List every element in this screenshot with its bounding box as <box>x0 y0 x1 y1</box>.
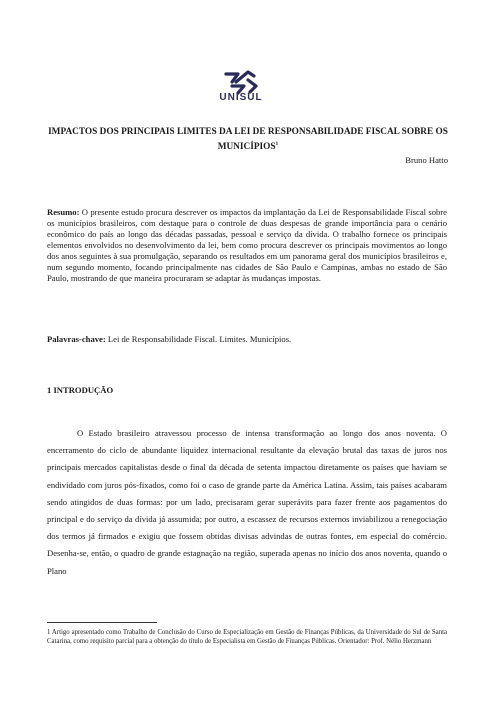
section-heading: 1 INTRODUÇÃO <box>47 385 114 395</box>
logo-wordmark: UNISUL <box>219 92 263 103</box>
author-name: Bruno Hatto <box>405 155 448 165</box>
footnote-divider <box>47 622 157 623</box>
abstract <box>47 207 447 284</box>
body-paragraph <box>47 425 447 580</box>
keywords-text: Lei de Responsabilidade Fiscal. Limites. Municípios. <box>107 334 292 344</box>
title-footnote-mark: 1 <box>275 141 279 147</box>
paper-title <box>40 126 456 153</box>
abstract-text: O presente estudo procura descrever os impactos da implantação da Lei de Responsabilidade Fiscal sobre os municípios brasileiros, com destaque para o controle de duas despesas de grande importância para o cenário econômico do país ao longo das décadas passadas, pessoal e serviço da dívida. O trabalho fornece os principais elementos envolvidos no desenvolvimento da lei, bem como procura descrever os principais movimentos ao longo dos anos seguintes à sua promulgação, separando os resultados em um panorama geral dos municípios brasileiros e, num segundo momento, focando principalmente nas cidades de São Paulo e Campinas, ambas no estado de São Paulo, mostrando de que maneira procuraram se adaptar às mudanças impostas. <box>47 207 447 283</box>
footnote: 1 Artigo apresentado como Trabalho de Conclusão do Curso de Especialização em Gestão de Finanças Públicas, da Universidade do Sul de Santa Catarina, como requisito parcial para a obtenção do título de Especialista em Gestão de Finanças Públicas. Orientador: Prof. Nélio Herzmann <box>47 629 447 645</box>
abstract-label: Resumo: <box>47 207 80 217</box>
keywords-label: Palavras-chave: <box>47 334 106 344</box>
keywords <box>47 334 447 344</box>
body-paragraph-text: O Estado brasileiro atravessou processo de intensa transformação ao longo dos anos noventa. O encerramento do ciclo de abundante liquidez internacional resultante da elevação brutal das taxas de juros nos principais mercados capitalistas desde o final da década de setenta impactou diretamente os países que haviam se endividado com juros pós-fixados, como foi o caso de grande parte da América Latina. Assim, tais países acabaram sendo atingidos de duas formas: por um lado, precisaram gerar superávits para fazer frente aos pagamentos do principal e do serviço da dívida já assumida; por outro, a escassez de recursos externos inviabilizou a renegociação dos termos já firmados e exigiu que fossem obtidas divisas advindas de outras fontes, em especial do comércio. Desenha-se, então, o quadro de grande estagnação na região, superada apenas no início dos anos noventa, quando o Plano <box>47 428 447 576</box>
university-logo <box>212 66 270 106</box>
paper-title-text: IMPACTOS DOS PRINCIPAIS LIMITES DA LEI DE RESPONSABILIDADE FISCAL SOBRE OS MUNICÍPIOS <box>48 127 448 153</box>
